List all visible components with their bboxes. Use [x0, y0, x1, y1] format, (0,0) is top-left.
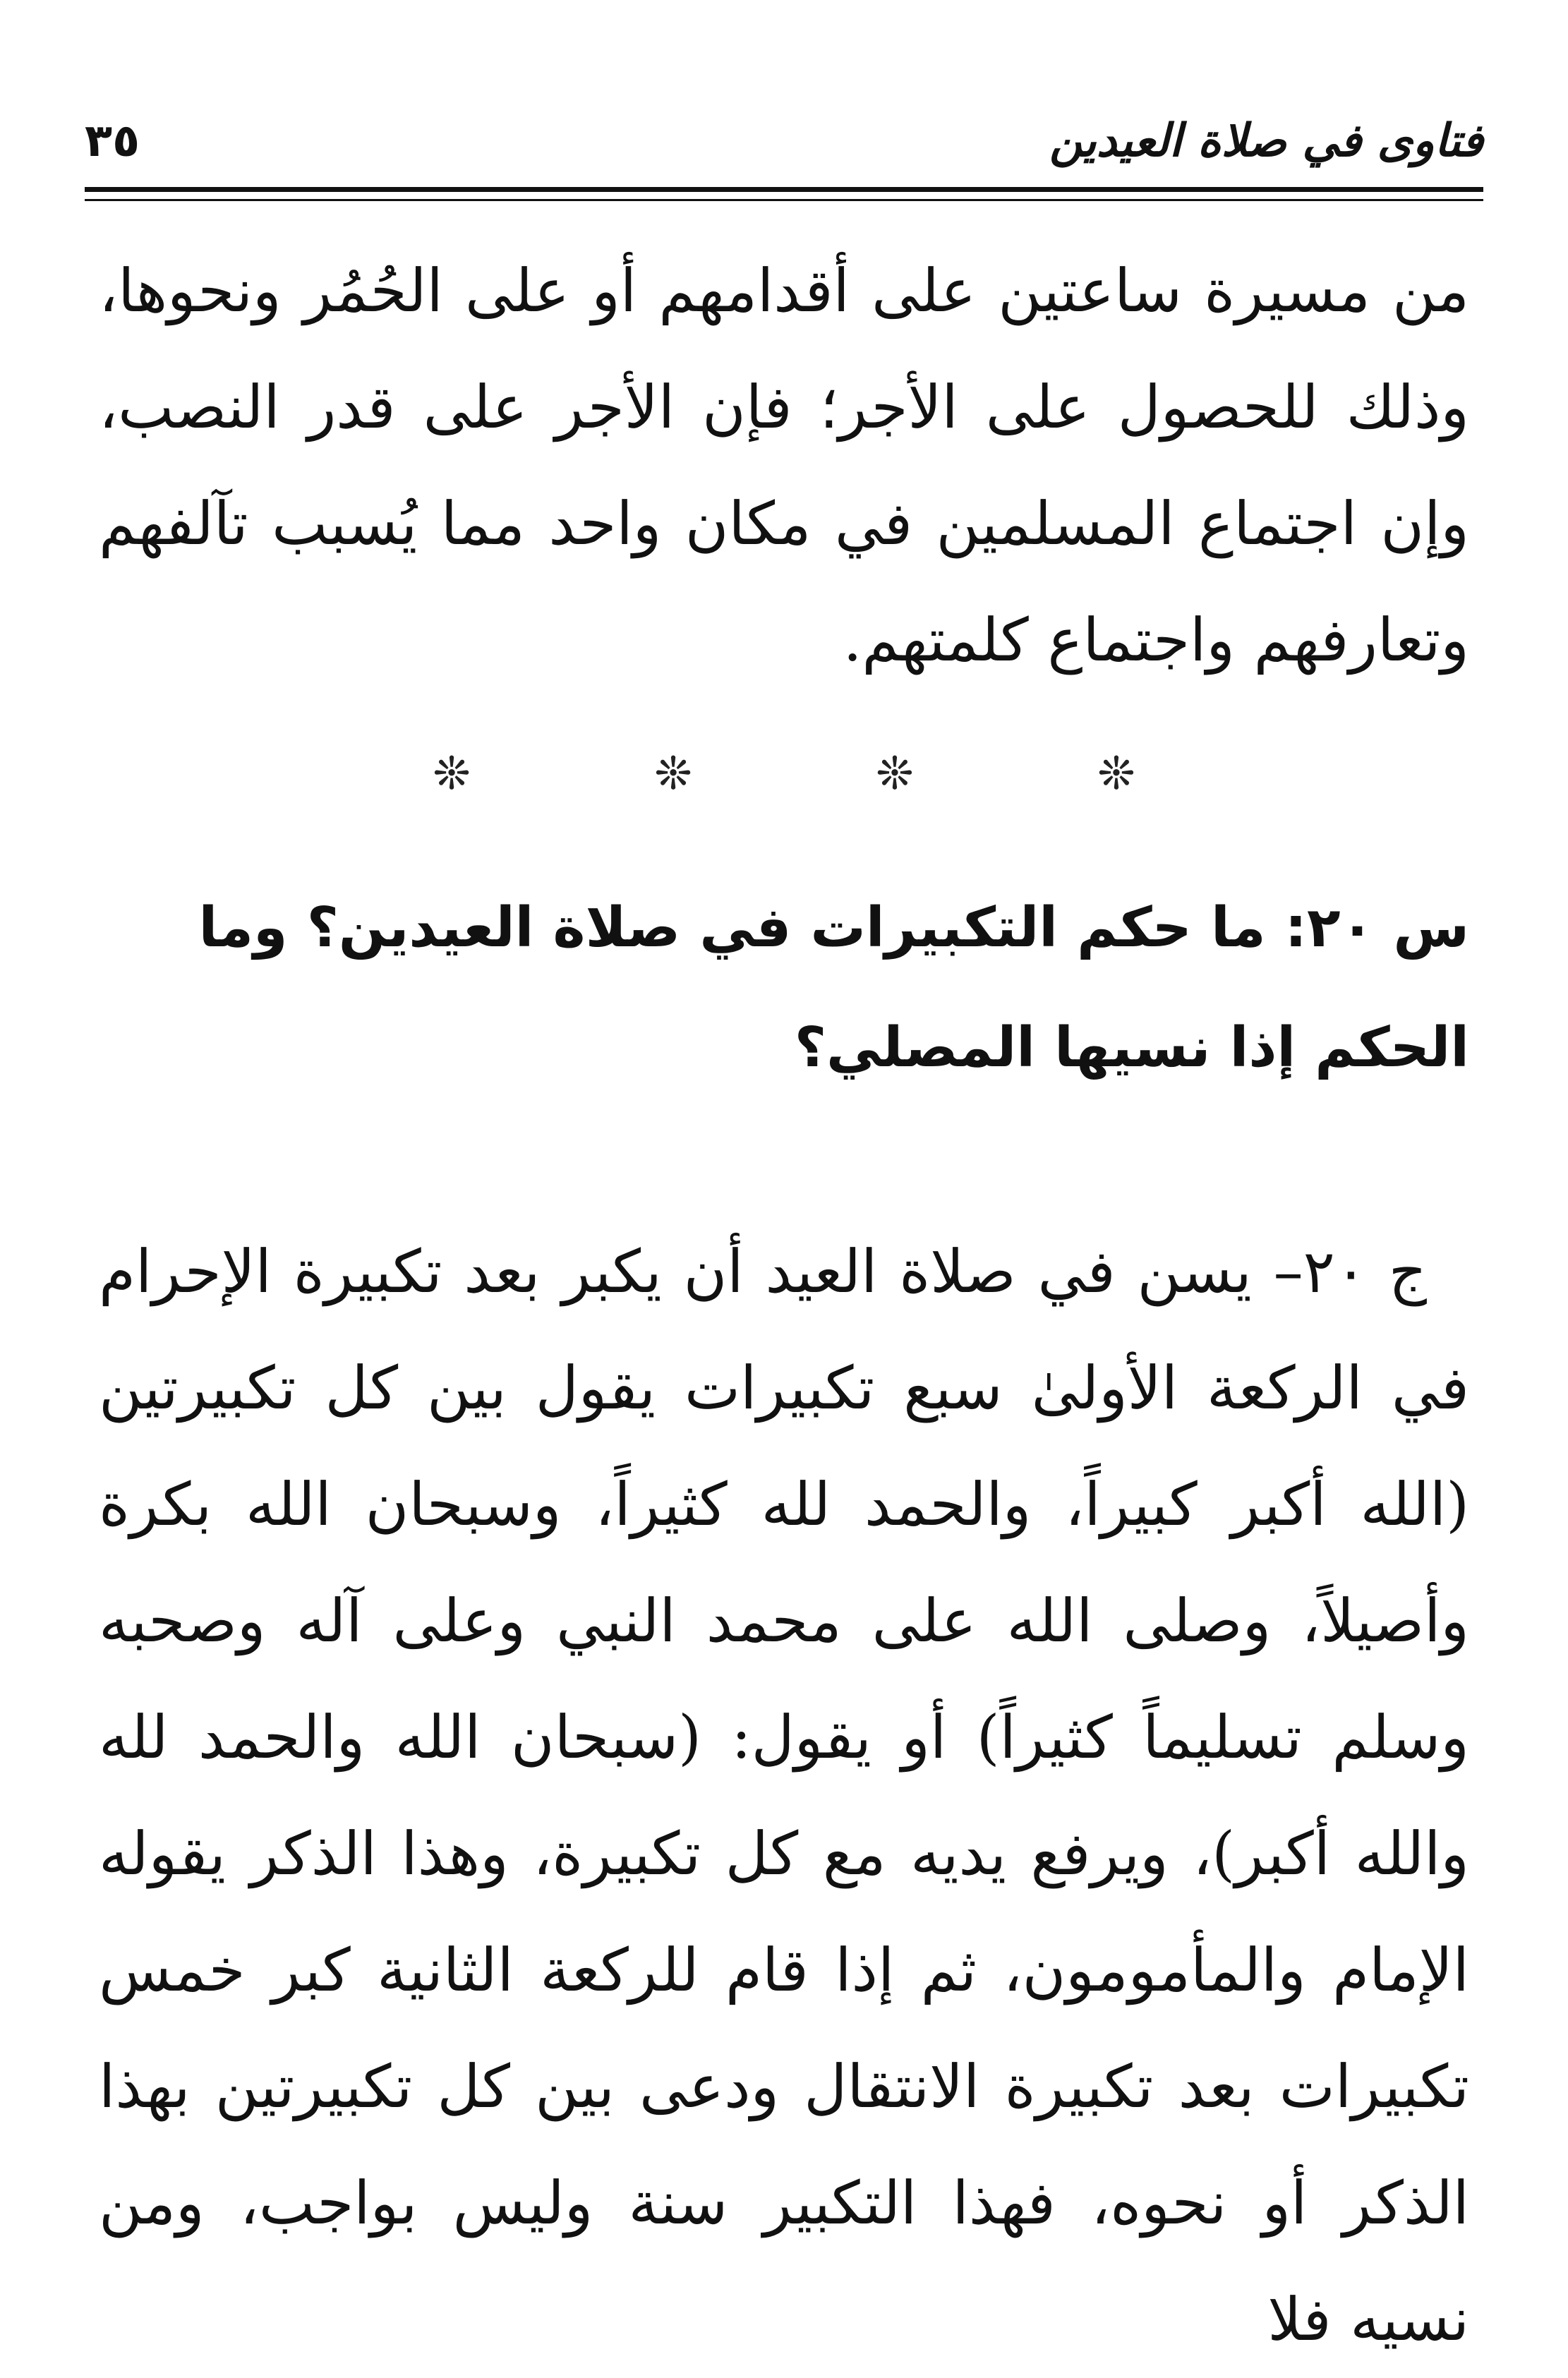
- question-heading: س ٢٠: ما حكم التكبيرات في صلاة العيدين؟ وما الحكم إذا نسيها المصلي؟: [198, 896, 1469, 1080]
- section-separator: ❊ ❊ ❊ ❊: [433, 748, 1220, 800]
- page-number: ٣٥: [85, 115, 140, 167]
- header-rule-thick: [85, 187, 1483, 192]
- page-header: [85, 106, 1483, 183]
- answer-paragraph: ج ٢٠– يسن في صلاة العيد أن يكبر بعد تكبيرة الإحرام في الركعة الأولىٰ سبع تكبيرات يقول بين كل تكبيرتين (الله أكبر كبيراً، والحمد لله كثيراً، وسبحان الله بكرة وأصيلاً، وصلى الله على محمد النبي وعلى آله وصحبه وسلم تسليماً كثيراً) أو يقول: (سبحان الله والحمد لله والله أكبر)، ويرفع يديه مع كل تكبيرة، وهذا الذكر يقوله الإمام والمأمومون، ثم إذا قام للركعة الثانية كبر خمس تكبيرات بعد تكبيرة الانتقال ودعى بين كل تكبيرتين بهذا الذكر أو نحوه، فهذا التكبير سنة وليس بواجب، ومن نسيه فلا: [99, 1237, 1469, 2354]
- running-title: فتاوى في صلاة العيدين: [1049, 115, 1483, 167]
- paragraph-continuation: من مسيرة ساعتين على أقدامهم أو على الحُمُر ونحوها، وذلك للحصول على الأجر؛ فإن الأجر على قدر النصب، وإن اجتماع المسلمين في مكان واحد مما يُسبب تآلفهم وتعارفهم واجتماع كلمتهم.: [99, 256, 1469, 675]
- header-rule-thin: [85, 199, 1483, 201]
